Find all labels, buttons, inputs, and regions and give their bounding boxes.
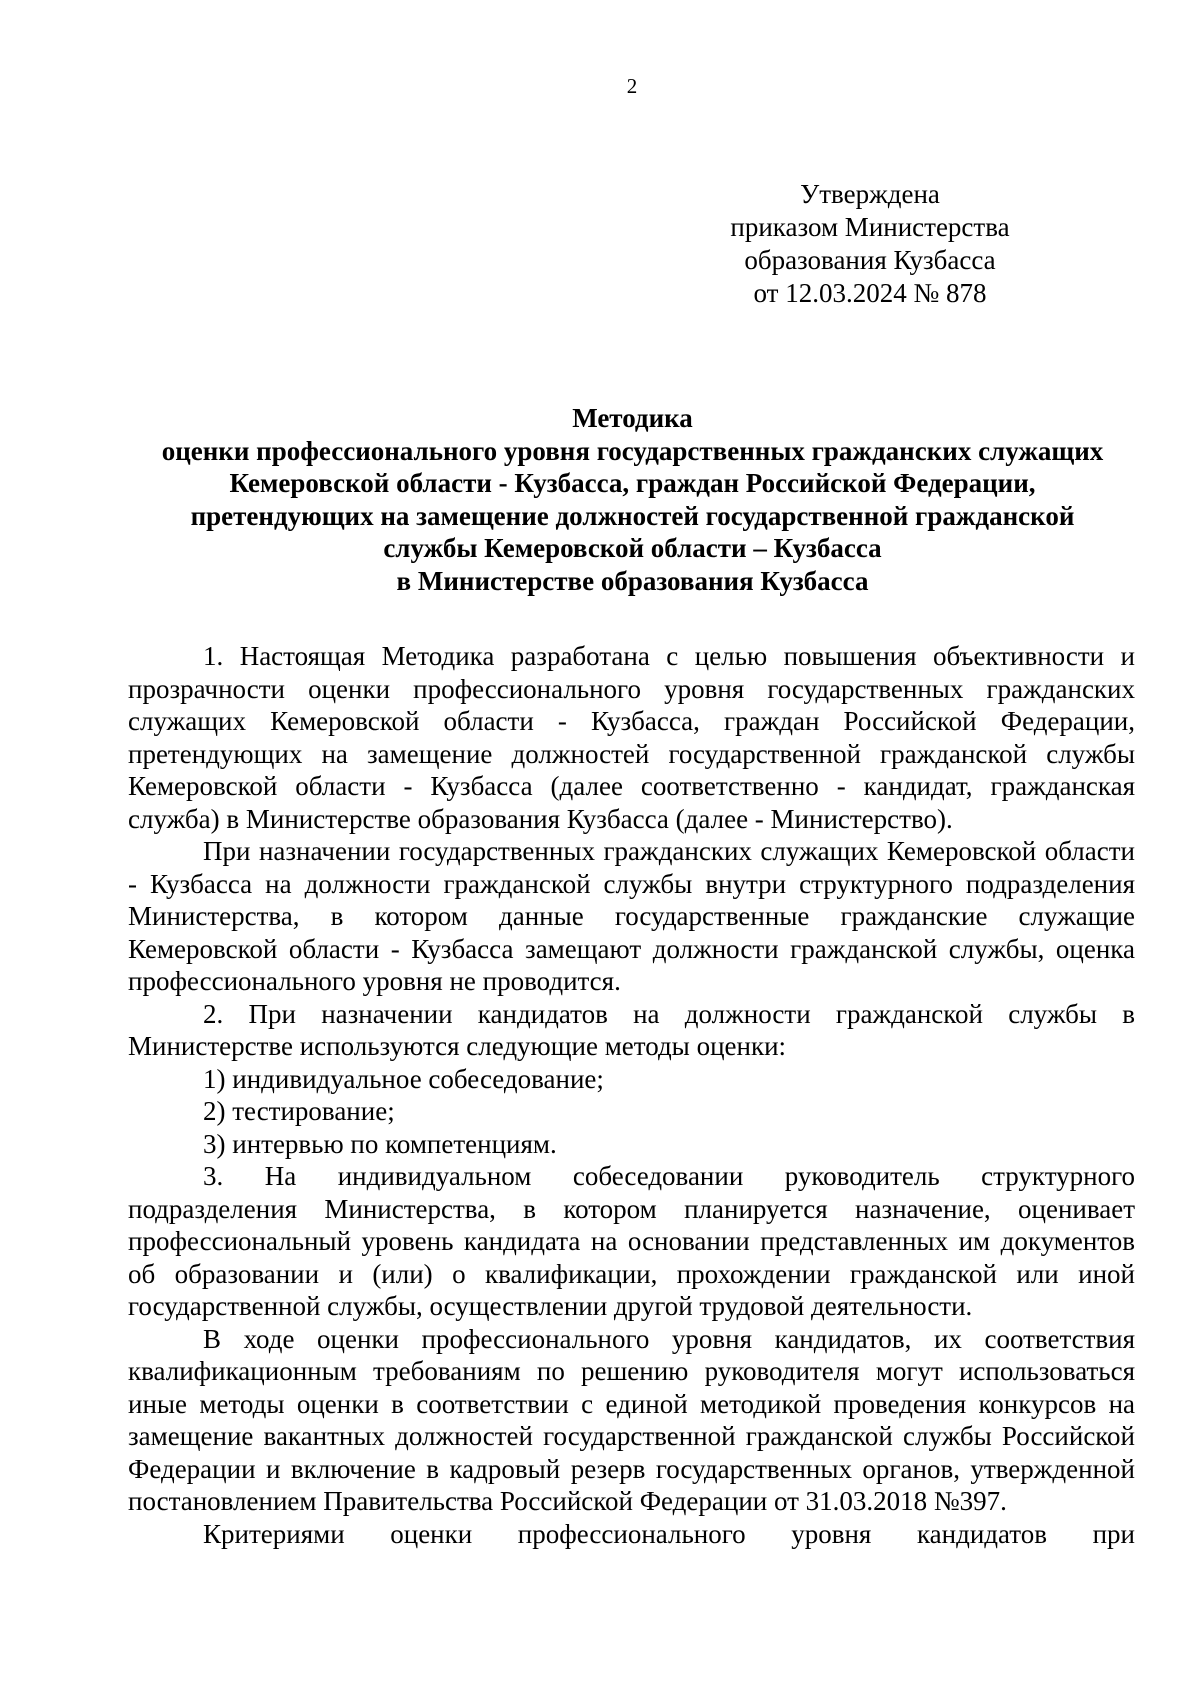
title-line-4: претендующих на замещение должностей государственной гражданской [190,500,1075,531]
paragraph-5: В ходе оценки профессионального уровня кандидатов, их соответствия квалификационным требованиям по решению руководителя могут использоваться иные методы оценки в соответствии с единой методикой проведения конкурсов на замещение вакантных должностей государственной гражданской службы Российской Федерации и включение в кадровый резерв государственных органов, утвержденной постановлением Правительства Российской Федерации от 31.03.2018 №397. [128,1323,1135,1516]
paragraph-4: 3. На индивидуальном собеседовании руководитель структурного подразделения Министерства, в котором планируется назначение, оценивает профессиональный уровень кандидата на основании представленных им документов об образовании и (или) о квалификации, прохождении гражданской или иной государственной службы, осуществлении другой трудовой деятельности. [128,1161,1135,1321]
list-item-1: 1) индивидуальное собеседование; [203,1063,604,1094]
approval-line-4: от 12.03.2024 № 878 [753,278,987,308]
title-line-2: оценки профессионального уровня государственных гражданских служащих [161,435,1104,466]
list-item-2: 2) тестирование; [203,1096,395,1126]
approval-stamp [690,178,1050,310]
title-line-1: Методика [572,403,693,433]
title-line-5: службы Кемеровской области – Кузбасса [383,533,882,563]
approval-line-1: Утверждена [800,179,940,209]
list-item-3: 3) интервью по компетенциям. [203,1128,557,1159]
title-line-3: Кемеровской области - Кузбасса, граждан Российской Федерации, [229,468,1036,498]
paragraph-6: Критериями оценки профессионального уровня кандидатов при [203,1518,1135,1549]
page-number: 2 [626,74,638,98]
title-line-6: в Министерстве образования Кузбасса [396,565,869,596]
approval-line-3: образования Кузбасса [744,245,996,275]
paragraph-3: 2. При назначении кандидатов на должности гражданской службы в Министерстве используются следующие методы оценки: [128,998,1135,1061]
paragraph-1: 1. Настоящая Методика разработана с целью повышения объективности и прозрачности оценки профессионального уровня государственных гражданских служащих Кемеровской области - Кузбасса, граждан Российской Федерации, претендующих на замещение должностей государственной гражданской службы Кемеровской области - Кузбасса (далее соответственно - кандидат, гражданская служба) в Министерстве образования Кузбасса (далее - Министерство). [128,641,1135,834]
document-body [128,640,1135,1550]
document-title [120,402,1145,597]
approval-line-2: приказом Министерства [730,212,1010,242]
paragraph-2: При назначении государственных гражданских служащих Кемеровской области - Кузбасса на должности гражданской службы внутри структурного подразделения Министерства, в котором данные государственные гражданские служащие Кемеровской области - Кузбасса замещают должности гражданской службы, оценка профессионального уровня не проводится. [128,836,1135,996]
